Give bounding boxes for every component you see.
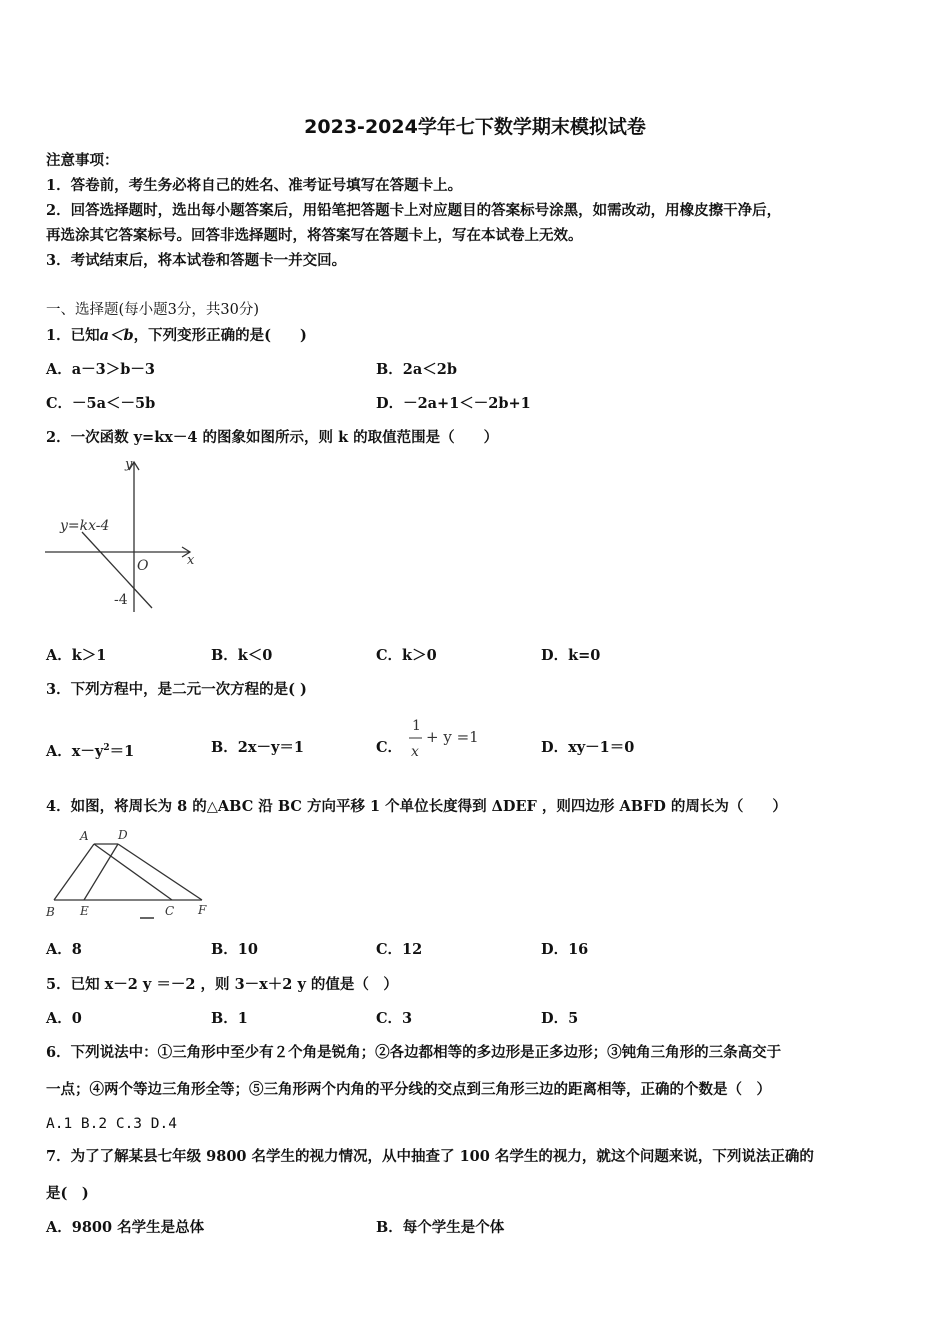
side-ab	[54, 844, 94, 900]
question-1-stem	[46, 327, 307, 345]
section-heading: 一、选择题(每小题3分，共30分)	[46, 302, 259, 318]
formula-rest: + y =1	[426, 728, 479, 746]
note-1: 1．答卷前，考生务必将自己的姓名、准考证号填写在答题卡上。	[46, 177, 463, 194]
point-b: B	[46, 905, 55, 919]
question-6-line-2: 一点；④两个等边三角形全等；⑤三角形两个内角的平分线的交点到三角形三边的距离相等，正确的个数是（ ）	[46, 1081, 771, 1098]
q5-option-a: A．0	[46, 1010, 82, 1027]
question-7-line-1: 7．为了了解某县七年级 9800 名学生的视力情况，从中抽查了 100 名学生的视力，就这个问题来说，下列说法正确的	[46, 1148, 814, 1165]
page-title: 2023-2024学年七下数学期末模拟试卷	[304, 116, 646, 138]
q1-option-c: C．－5a＜－5b	[46, 395, 156, 412]
q5-option-b: B．1	[211, 1010, 248, 1027]
q4-option-c: C．12	[376, 941, 423, 958]
q4-option-d: D．16	[541, 941, 589, 958]
question-4-stem: 4．如图，将周长为 8 的△ABC 沿 BC 方向平移 1 个单位长度得到 ΔDEF ，则四边形 ABFD 的周长为（ ）	[46, 798, 787, 815]
note-2-line-2: 再选涂其它答案标号。回答非选择题时，将答案写在答题卡上，写在本试卷上无效。	[46, 227, 583, 244]
fraction-denominator: x	[411, 744, 419, 760]
question-2-stem: 2．一次函数 y=kx－4 的图象如图所示，则 k 的取值范围是（ ）	[46, 429, 499, 446]
q2-option-b: B．k＜0	[211, 647, 273, 664]
q4-option-b: B．10	[211, 941, 258, 958]
q1-option-b: B．2a＜2b	[376, 361, 457, 378]
q3-option-c-label: C．	[376, 739, 403, 756]
q3-option-a	[46, 739, 134, 761]
q3-a-exponent: 2	[103, 743, 110, 753]
q2-option-c: C．k＞0	[376, 647, 437, 664]
question-5-stem: 5．已知 x－2 y ＝－2 ，则 3－x＋2 y 的值是（ ）	[46, 976, 398, 993]
q4-option-a: A．8	[46, 941, 82, 958]
point-d: D	[118, 828, 128, 842]
q1-stem-suffix: ，下列变形正确的是( )	[133, 327, 307, 344]
q2-option-d: D．k=0	[541, 647, 601, 664]
function-label: y=kx-4	[60, 518, 110, 534]
q7-option-b: B．每个学生是个体	[376, 1219, 505, 1236]
q5-option-d: D．5	[541, 1010, 579, 1027]
fraction-numerator: 1	[412, 718, 421, 734]
y-axis-label: y	[125, 457, 133, 472]
point-f: F	[198, 903, 207, 917]
question-7-line-2: 是( )	[46, 1185, 89, 1202]
side-de	[84, 844, 118, 900]
q2-option-a: A．k＞1	[46, 647, 107, 664]
q1-stem-prefix: 1．已知	[46, 327, 100, 344]
point-c: C	[165, 904, 175, 918]
origin-label: O	[137, 558, 149, 574]
q3-option-d: D．xy－1＝0	[541, 739, 635, 756]
notes-heading: 注意事项：	[46, 152, 119, 169]
question-6-line-1: 6．下列说法中：①三角形中至少有２个角是锐角；②各边都相等的多边形是正多边形；③钝角三角形的三条高交于	[46, 1044, 782, 1061]
q3-a-rest: ＝1	[109, 742, 135, 760]
q4-figure	[40, 822, 220, 922]
intercept-label: -4	[114, 592, 128, 608]
point-e: E	[80, 904, 89, 918]
q3-option-b: B．2x－y＝1	[211, 739, 305, 756]
x-axis-label: x	[187, 553, 195, 568]
note-3: 3．考试结束后，将本试卷和答题卡一并交回。	[46, 252, 347, 269]
q6-options: A.1 B.2 C.3 D.4	[46, 1116, 177, 1132]
q5-option-c: C．3	[376, 1010, 413, 1027]
q2-graph	[40, 452, 210, 617]
q7-option-a: A．9800 名学生是总体	[46, 1219, 205, 1236]
question-3-stem: 3．下列方程中，是二元一次方程的是( )	[46, 681, 307, 698]
point-a: A	[80, 829, 89, 843]
note-2-line-1: 2．回答选择题时，选出每小题答案后，用铅笔把答题卡上对应题目的答案标号涂黑，如需改动，用橡皮擦干净后，	[46, 202, 782, 219]
q1-option-a: A．a－3＞b－3	[46, 361, 155, 378]
q1-option-d: D．－2a+1＜－2b+1	[376, 395, 531, 412]
q3-a-main: A．x－y	[46, 742, 104, 760]
q1-stem-condition: a＜b	[99, 327, 134, 344]
q3-option-c-formula	[408, 716, 488, 762]
